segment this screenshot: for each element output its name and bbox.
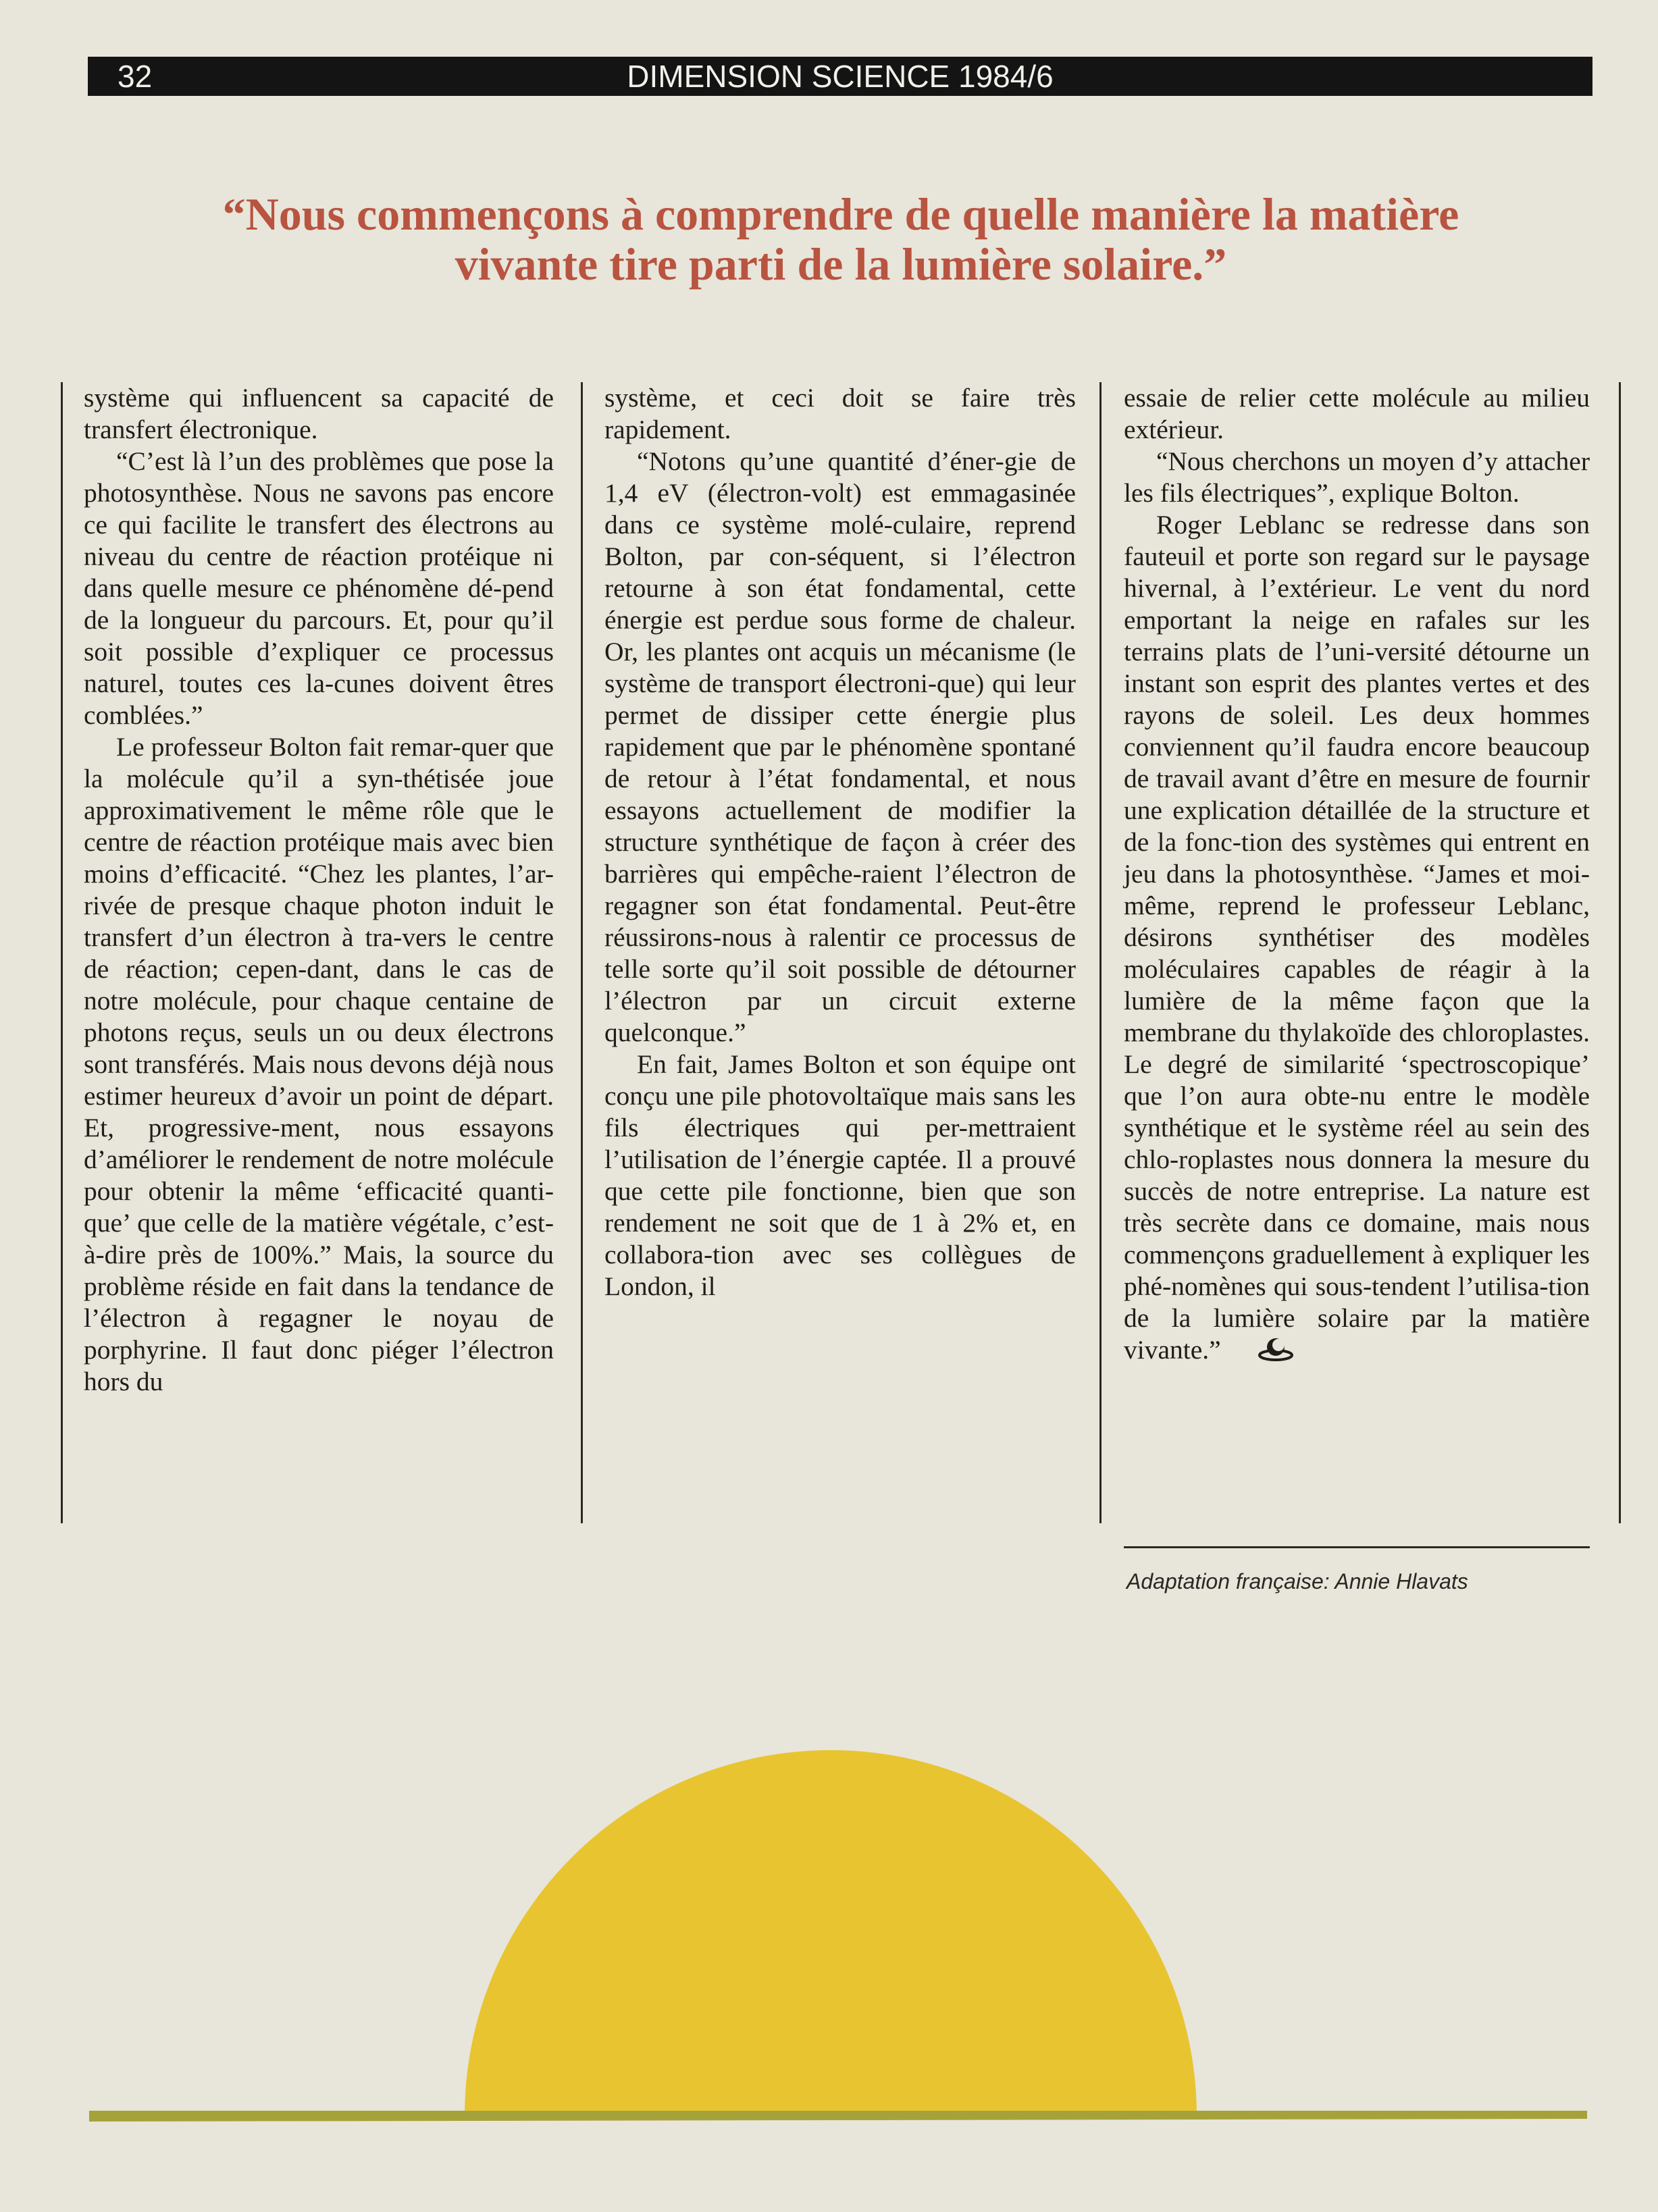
sun-shape xyxy=(465,1750,1197,2116)
paragraph: système qui influencent sa capacité de transfert électronique. xyxy=(84,383,554,444)
column-rule xyxy=(1619,382,1621,1523)
column-rule xyxy=(581,382,583,1523)
horizon-line xyxy=(89,2111,1587,2122)
paragraph: “Notons qu’une quantité d’éner-gie de 1,4 eV (électron-volt) est emmagasinée dans ce système molé-culaire, reprend Bolton, par con-séquent, si l’électron retourne à son état fondamental, cette énergie est perdue sous forme de chaleur. Or, les plantes ont acquis un mécanisme (le système de transport électroni-que) qui leur permet de dissiper cette énergie plus rapidement que par le phénomène spontané de retour à l’état fondamental, et nous essayons actuellement de modifier la structure synthétique de façon à créer des barrières qui empêche-raient l’électron de regagner son état fondamental. Peut-être réussirons-nous à ralentir ce processus de telle sorte qu’il soit possible de détourner l’électron par un circuit externe quelconque.” xyxy=(604,446,1076,1047)
paragraph-text: Roger Leblanc se redresse dans son fauteuil et porte son regard sur le paysage hivernal, à l’extérieur. Le vent du nord emportant la neige en rafales sur les terrains plats de l’uni-versité détourne un instant son esprit des plantes vertes et des rayons de soleil. Les deux hommes conviennent qu’il faudra encore beaucoup de travail avant d’être en mesure de fournir une explication détaillée de la structure et de la fonc-tion des systèmes qui entrent en jeu dans la photosynthèse. “James et moi-même, reprend le professeur Leblanc, désirons synthétiser des modèles moléculaires capables de réagir à la lumière de la même façon que la membrane du thylakoïde des chloroplastes. Le degré de similarité ‘spectroscopique’ que l’on aura obte-nu entre le modèle synthétique et le système réel au sein des chlo-roplastes nous donnera la mesure du succès de notre entreprise. La nature est très secrète dans ce domaine, mais nous commençons graduellement à expliquer les phé-nomènes qui sous-tendent l’utilisa-tion de la lumière solaire par la matière vivante.” xyxy=(1124,510,1590,1365)
paragraph: essaie de relier cette molécule au milieu extérieur. xyxy=(1124,383,1590,444)
paragraph: En fait, James Bolton et son équipe ont conçu une pile photovoltaïque mais sans les fils électriques qui per-mettraient l’utilisation de l’énergie captée. Il a prouvé que cette pile fonctionne, bien que son rendement ne soit que de 1 à 2% et, en collabora-tion avec ses collègues de London, il xyxy=(604,1049,1076,1301)
sunset-illustration xyxy=(0,1729,1658,2134)
paragraph: “Nous cherchons un moyen d’y attacher les fils électriques”, explique Bolton. xyxy=(1124,446,1590,508)
journal-title: DIMENSION SCIENCE 1984/6 xyxy=(627,59,1054,94)
paragraph: Le professeur Bolton fait remar-quer que la molécule qu’il a syn-thétisée joue approximativement le même rôle que le centre de réaction protéique mais avec bien moins d’efficacité. “Chez les plantes, l’ar-rivée de presque chaque photon induit le transfert d’un électron à tra-vers le centre de réaction; cepen-dant, dans le cas de notre molécule, pour chaque centaine de photons reçus, seuls un ou deux électrons sont transférés. Mais nous devons déjà nous estimer heureux d’avoir un point de départ. Et, progressive-ment, nous essayons d’améliorer le rendement de notre molécule pour obtenir la même ‘efficacité quanti-que’ que celle de la matière végétale, c’est-à-dire près de 100%.” Mais, la source du problème réside en fait dans la tendance de l’électron à regagner le noyau de porphyrine. Il faut donc piéger l’électron hors du xyxy=(84,732,554,1396)
paragraph: système, et ceci doit se faire très rapidement. xyxy=(604,383,1076,444)
paragraph xyxy=(1124,509,1590,1369)
text-column-2 xyxy=(604,382,1076,1302)
pull-quote xyxy=(101,189,1580,289)
text-column-3 xyxy=(1124,382,1590,1369)
paragraph: “C’est là l’un des problèmes que pose la photosynthèse. Nous ne savons pas encore ce qui facilite le transfert des électrons au niveau du centre de réaction protéique ni dans quelle mesure ce phénomène dé-pend de la longueur du parcours. Et, pour qu’il soit possible d’expliquer ce processus naturel, toutes ces la-cunes doivent êtres comblées.” xyxy=(84,446,554,730)
pull-quote-line-1: “Nous commençons à comprendre de quelle manière la matière xyxy=(222,188,1459,240)
column-rule xyxy=(1099,382,1102,1523)
column-rule xyxy=(61,382,63,1523)
page-number: 32 xyxy=(118,59,153,94)
credit-rule xyxy=(1124,1546,1590,1548)
running-header xyxy=(88,57,1592,96)
publication-end-mark-icon xyxy=(1225,1335,1294,1369)
translation-credit: Adaptation française: Annie Hlavats xyxy=(1126,1569,1468,1594)
pull-quote-line-2: vivante tire parti de la lumière solaire.” xyxy=(455,238,1227,290)
text-column-1 xyxy=(84,382,554,1398)
